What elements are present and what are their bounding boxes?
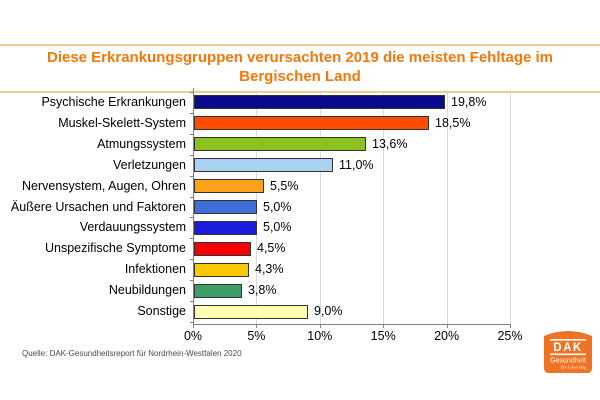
bar	[194, 200, 257, 214]
y-tick	[190, 176, 193, 177]
bar	[194, 179, 264, 193]
value-label: 19,8%	[451, 95, 487, 109]
bar	[194, 158, 333, 172]
bar	[194, 116, 429, 130]
value-label: 5,0%	[263, 199, 292, 214]
value-label: 4,5%	[257, 241, 286, 256]
category-label: Infektionen	[124, 262, 186, 277]
category-label: Verletzungen	[113, 157, 186, 172]
value-label: 3,8%	[248, 283, 277, 298]
value-label: 9,0%	[314, 304, 343, 319]
bar	[194, 305, 308, 319]
value-label: 5,0%	[263, 220, 292, 235]
x-tick	[256, 325, 257, 328]
logo-text-dak: DAK	[553, 342, 583, 354]
category-label: Äußere Ursachen und Faktoren	[10, 199, 186, 214]
y-tick	[190, 259, 193, 260]
bar	[194, 221, 257, 235]
x-tick	[320, 325, 321, 328]
y-tick	[190, 217, 193, 218]
category-label: Muskel-Skelett-System	[58, 115, 186, 130]
y-tick	[190, 92, 193, 93]
x-tick-label: 15%	[370, 329, 396, 343]
bar	[194, 95, 445, 109]
x-tick	[193, 325, 194, 328]
logo-graphic	[542, 324, 594, 376]
y-tick	[190, 238, 193, 239]
category-label: Nervensystem, Augen, Ohren	[22, 178, 186, 193]
x-tick-label: 10%	[307, 329, 333, 343]
value-label: 18,5%	[435, 115, 471, 130]
value-label: 4,3%	[255, 262, 284, 277]
y-tick	[190, 113, 193, 114]
x-tick	[447, 325, 448, 328]
category-label: Neubildungen	[108, 283, 186, 298]
x-tick-label: 20%	[434, 329, 460, 343]
category-label: Atmungssystem	[97, 136, 186, 151]
bar	[194, 263, 249, 277]
y-tick	[190, 322, 193, 323]
value-label: 11,0%	[339, 157, 374, 172]
category-label: Psychische Erkrankungen	[41, 95, 186, 109]
source-note: Quelle: DAK-Gesundheitsreport für Nordrhein-Westfalen 2020	[22, 349, 242, 358]
y-tick	[190, 197, 193, 198]
x-axis	[193, 324, 511, 325]
y-tick	[190, 155, 193, 156]
y-tick	[190, 280, 193, 281]
dak-gesundheit-logo	[542, 324, 594, 376]
logo-text-gesundheit: Gesundheit	[550, 357, 586, 365]
x-tick-label: 25%	[497, 329, 523, 343]
x-tick-label: 5%	[247, 329, 266, 343]
y-tick	[190, 301, 193, 302]
chart-title: Diese Erkrankungsgruppen verursachten 2019 die meisten Fehltage im Bergischen Land	[46, 49, 553, 85]
bar	[194, 284, 242, 298]
category-label: Unspezifische Symptome	[44, 241, 186, 256]
value-label: 5,5%	[270, 178, 299, 193]
x-tick	[510, 325, 511, 328]
value-label: 13,6%	[372, 136, 408, 151]
category-label: Sonstige	[137, 304, 186, 319]
logo-tagline: Ein Leben lang.	[560, 364, 588, 370]
bar	[194, 137, 366, 151]
category-label: Verdauungssystem	[79, 220, 186, 235]
y-tick	[190, 134, 193, 135]
bar	[194, 242, 251, 256]
x-tick-label: 0%	[183, 329, 203, 343]
gridline-25	[510, 92, 511, 324]
x-tick	[383, 325, 384, 328]
